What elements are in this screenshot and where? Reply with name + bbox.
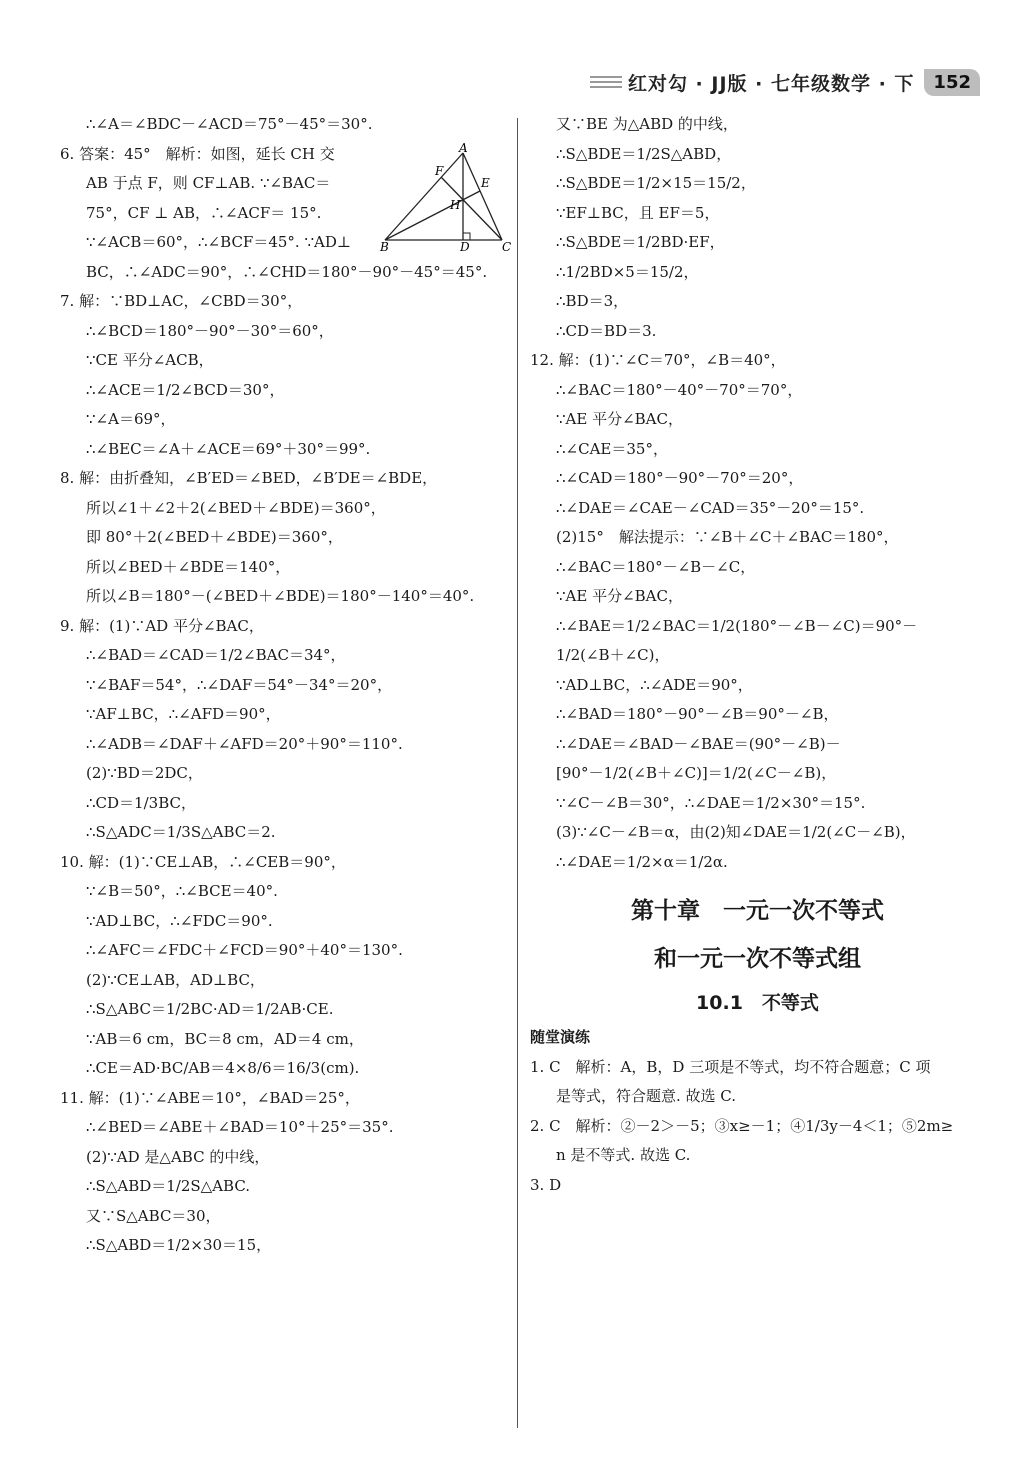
solution-line: BC，∴∠ADC＝90°，∴∠CHD＝180°－90°－45°＝45°. — [86, 262, 488, 281]
solution-line: ∴∠ACE＝1/2∠BCD＝30°， — [86, 380, 285, 399]
solution-line: ∴∠BED＝∠ABE＋∠BAD＝10°＋25°＝35°. — [86, 1118, 394, 1136]
solution-line: (2)∵BD＝2DC， — [86, 764, 203, 782]
solution-line: ∴∠AFC＝∠FDC＋∠FCD＝90°＋40°＝130°. — [86, 941, 403, 959]
solution-line: ∵∠ACB＝60°，∴∠BCF＝45°. ∵AD⊥ — [86, 233, 351, 251]
label-h: H — [450, 198, 461, 212]
chapter-title-line1: 第十章 一元一次不等式 — [631, 898, 884, 924]
solution-line: ∴∠A＝∠BDC－∠ACD＝75°－45°＝30°. — [86, 115, 373, 133]
solution-line: ∵AE 平分∠BAC， — [556, 587, 683, 605]
solution-line: (3)∵∠C－∠B＝α，由(2)知∠DAE＝1/2(∠C－∠B)， — [556, 823, 916, 841]
solution-line: ∴1/2BD×5＝15/2， — [556, 262, 699, 281]
solution-line: ∵∠A＝69°， — [86, 410, 176, 428]
label-d: D — [460, 240, 470, 254]
solution-line: ∴∠DAE＝∠BAD－∠BAE＝(90°－∠B)－ — [556, 734, 841, 753]
problem-10-line: 10. 解：(1)∵CE⊥AB，∴∠CEB＝90°， — [60, 852, 346, 871]
solution-line: ∴S△BDE＝1/2S△ABD， — [556, 144, 732, 163]
solution-line: ∴∠CAE＝35°， — [556, 439, 668, 458]
solution-line: 所以∠BED＋∠BDE＝140°， — [86, 557, 291, 576]
solution-line: ∴S△BDE＝1/2×15＝15/2， — [556, 174, 756, 192]
solution-line: ∴∠DAE＝1/2×α＝1/2α. — [556, 852, 728, 871]
solution-line: ∴BD＝3， — [556, 292, 629, 310]
practice-line: 3. D — [530, 1175, 562, 1194]
solution-line: ∴∠BAC＝180°－∠B－∠C， — [556, 557, 756, 576]
problem-11-line: 11. 解：(1)∵∠ABE＝10°，∠BAD＝25°， — [60, 1088, 360, 1107]
label-f: F — [435, 164, 444, 178]
problem-8-line: 8. 解：由折叠知，∠B′ED＝∠BED，∠B′DE＝∠BDE， — [60, 469, 438, 487]
solution-line: 即 80°＋2(∠BED＋∠BDE)＝360°， — [86, 528, 343, 546]
solution-line: ∵AD⊥BC，∴∠ADE＝90°， — [556, 675, 753, 694]
solution-line: (2)∵AD 是△ABC 的中线， — [86, 1147, 270, 1166]
solution-line: ∵CE 平分∠ACB， — [86, 351, 214, 369]
solution-line: ∴∠BAE＝1/2∠BAC＝1/2(180°－∠B－∠C)＝90°－ — [556, 616, 918, 635]
page-header — [590, 66, 980, 98]
section-title: 10.1 不等式 — [696, 992, 819, 1014]
solution-line: ∵AD⊥BC，∴∠FDC＝90°. — [86, 911, 273, 930]
left-column — [60, 110, 500, 1261]
page-number: 152 — [924, 69, 980, 96]
solution-line: (2)15° 解法提示：∵∠B＋∠C＋∠BAC＝180°， — [556, 528, 899, 546]
solution-line: ∴∠BCD＝180°－90°－30°＝60°， — [86, 321, 334, 340]
solution-line: AB 于点 F，则 CF⊥AB. ∵∠BAC＝ — [86, 174, 331, 192]
solution-line: ∴∠BEC＝∠A＋∠ACE＝69°＋30°＝99°. — [86, 439, 371, 458]
solution-line: ∴∠CAD＝180°－90°－70°＝20°， — [556, 469, 804, 487]
solution-line: ∵AB＝6 cm，BC＝8 cm，AD＝4 cm， — [86, 1029, 364, 1048]
header-lines-icon — [590, 73, 622, 91]
solution-line: ∴CD＝BD＝3. — [556, 321, 657, 340]
solution-line: ∴S△ADC＝1/3S△ABC＝2. — [86, 823, 276, 841]
solution-line: ∵AE 平分∠BAC， — [556, 410, 683, 428]
solution-line: ∴S△BDE＝1/2BD·EF， — [556, 233, 725, 251]
column-divider — [517, 118, 518, 1428]
solution-line: 所以∠B＝180°－(∠BED＋∠BDE)＝180°－140°＝40°. — [86, 587, 475, 605]
solution-line: 1/2(∠B＋∠C)， — [556, 646, 670, 664]
solution-line: ∴S△ABC＝1/2BC·AD＝1/2AB·CE. — [86, 1000, 334, 1018]
solution-line: ∵∠B＝50°，∴∠BCE＝40°. — [86, 882, 278, 900]
solution-line: ∵EF⊥BC，且 EF＝5， — [556, 203, 720, 222]
solution-line: ∴∠ADB＝∠DAF＋∠AFD＝20°＋90°＝110°. — [86, 734, 403, 753]
problem-12-line: 12. 解：(1)∵∠C＝70°，∠B＝40°， — [530, 351, 786, 369]
practice-heading: 随堂演练 — [530, 1028, 591, 1046]
solution-line: 又∵S△ABC＝30， — [86, 1206, 221, 1225]
right-column — [530, 110, 985, 1200]
practice-line: 是等式，符合题意. 故选 C. — [556, 1087, 737, 1105]
label-a: A — [459, 141, 468, 155]
solution-line: ∵∠C－∠B＝30°，∴∠DAE＝1/2×30°＝15°. — [556, 793, 866, 812]
solution-line: ∴CD＝1/3BC， — [86, 793, 196, 812]
solution-line: ∵∠BAF＝54°，∴∠DAF＝54°－34°＝20°， — [86, 675, 393, 694]
solution-line: [90°－1/2(∠B＋∠C)]＝1/2(∠C－∠B)， — [556, 764, 837, 782]
solution-line: ∴S△ABD＝1/2×30＝15， — [86, 1236, 272, 1254]
solution-line: ∴∠BAD＝180°－90°－∠B＝90°－∠B， — [556, 705, 839, 723]
label-e: E — [481, 176, 490, 190]
label-c: C — [502, 240, 512, 254]
chapter-title-line2: 和一元一次不等式组 — [654, 946, 861, 972]
problem-6-line: 6. 答案：45° 解析：如图，延长 CH 交 — [60, 144, 335, 163]
solution-line: ∴∠BAD＝∠CAD＝1/2∠BAC＝34°， — [86, 646, 346, 664]
solution-line: 所以∠1＋∠2＋2(∠BED＋∠BDE)＝360°， — [86, 498, 386, 517]
label-b: B — [380, 240, 389, 254]
practice-line: 2. C 解析：②－2＞－5；③x≥－1；④1/3y－4＜1；⑤2m≥ — [530, 1116, 954, 1135]
solution-line: ∴∠BAC＝180°－40°－70°＝70°， — [556, 380, 803, 399]
problem-9-line: 9. 解：(1)∵AD 平分∠BAC， — [60, 616, 264, 635]
practice-line: 1. C 解析：A，B，D 三项是不等式，均不符合题意；C 项 — [530, 1057, 931, 1076]
solution-line: ∴S△ABD＝1/2S△ABC. — [86, 1177, 251, 1195]
solution-line: ∴CE＝AD·BC/AB＝4×8/6＝16/3(cm). — [86, 1059, 360, 1077]
problem-7-line: 7. 解：∵BD⊥AC，∠CBD＝30°， — [60, 292, 303, 310]
solution-line: 75°，CF ⊥ AB，∴∠ACF＝ 15°. — [86, 203, 322, 222]
practice-line: n 是不等式. 故选 C. — [556, 1146, 691, 1164]
solution-line: ∵AF⊥BC，∴∠AFD＝90°， — [86, 705, 281, 723]
solution-line: 又∵BE 为△ABD 的中线， — [556, 115, 738, 133]
solution-line: (2)∵CE⊥AB，AD⊥BC， — [86, 970, 265, 989]
solution-line: ∴∠DAE＝∠CAE－∠CAD＝35°－20°＝15°. — [556, 498, 865, 517]
book-title: 红对勾 · JJ版 · 七年级数学 · 下 — [627, 72, 915, 95]
